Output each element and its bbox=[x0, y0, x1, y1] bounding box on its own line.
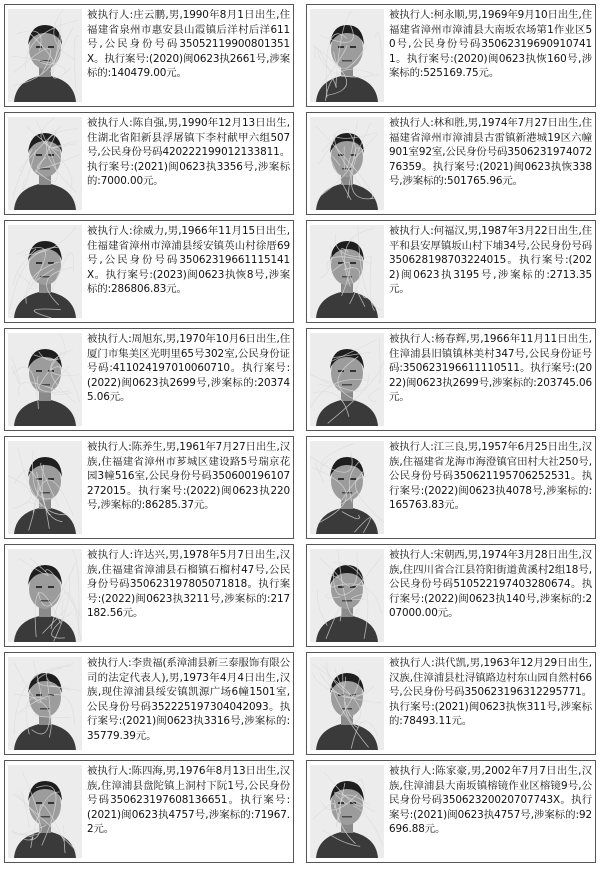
portrait-photo bbox=[8, 657, 82, 750]
portrait-graphic bbox=[8, 657, 82, 750]
portrait-graphic bbox=[310, 225, 384, 318]
portrait-graphic bbox=[8, 549, 82, 642]
record-card bbox=[306, 328, 596, 431]
record-card bbox=[4, 436, 294, 539]
record-text: 被执行人:洪代凯,男,1963年12月29日出生,汉族,住漳浦县杜浔镇路边村东山园自然村66号,公民身份号码350623196312295771。执行案号:(2021)闽0623执恢311号,涉案标的:78493.11元。 bbox=[389, 657, 592, 728]
record-card bbox=[306, 112, 596, 215]
record-text: 被执行人:陈四海,男,1976年8月13日出生,汉族,住漳浦县盘陀镇上洞村下阮1号,公民身份号码350623197608136651。执行案号:(2021)闽0623执4757号,涉案标的:71967.2元。 bbox=[87, 765, 290, 836]
portrait-graphic bbox=[310, 657, 384, 750]
record-card bbox=[306, 652, 596, 755]
record-text: 被执行人:庄云鹏,男,1990年8月1日出生,住福建省泉州市惠安县山霞镇后洋村后洋611号,公民身份号码35052119900801351X。执行案号:(2020)闽0623执2661号,涉案标的:140479.00元。 bbox=[87, 9, 290, 80]
record-text: 被执行人:徐威力,男,1966年11月15日出生,住福建省漳州市漳浦县绥安镇英山村徐厝69号,公民身份号码35062319661115141X。执行案号:(2023)闽0623执恢8号,涉案标的:286806.83元。 bbox=[87, 225, 290, 296]
portrait-photo bbox=[8, 441, 82, 534]
record-card bbox=[306, 220, 596, 323]
record-card bbox=[306, 760, 596, 863]
record-card bbox=[306, 4, 596, 107]
portrait-graphic bbox=[8, 117, 82, 210]
record-card bbox=[4, 220, 294, 323]
portrait-graphic bbox=[8, 441, 82, 534]
portrait-photo bbox=[8, 117, 82, 210]
portrait-photo bbox=[310, 441, 384, 534]
portrait-photo bbox=[310, 549, 384, 642]
record-text: 被执行人:周旭东,男,1970年10月6日出生,住厦门市集美区光明里65号302室,公民身份证号码:411024197010060710。执行案号:(2022)闽0623执2699号,涉案标的:203745.06元。 bbox=[87, 333, 290, 404]
record-text: 被执行人:李贵福(系漳浦县新三泰服饰有限公司的法定代表人),男,1973年4月4日出生,汉族,现住漳浦县绥安镇凯源广场6幢1501室,公民身份号码352225197304042093。执行案号:(2021)闽0623执3316号,涉案标的:35779.39元。 bbox=[87, 657, 290, 742]
record-card bbox=[4, 4, 294, 107]
record-text: 被执行人:杨春辉,男,1966年11月11日出生,住漳浦县旧镇镇林美村347号,公民身份证号码:350623196611110511。执行案号:(2022)闽0623执2699号,涉案标的:203745.06元。 bbox=[389, 333, 592, 404]
record-text: 被执行人:宋朝西,男,1974年3月28日出生,汉族,住四川省合江县符阳街道黄溪村2组18号,公民身份号码510522197403280674。执行案号:(2022)闽0623执140号,涉案标的:207000.00元。 bbox=[389, 549, 592, 620]
record-text: 被执行人:何福汉,男,1987年3月22日出生,住平和县安厚镇坂山村下埔34号,公民身份号码350628198703224015。执行案号:(2022)闽0623执3195号,涉案标的:2713.35元。 bbox=[389, 225, 592, 296]
portrait-photo bbox=[310, 333, 384, 426]
portrait-photo bbox=[310, 657, 384, 750]
portrait-photo bbox=[310, 9, 384, 102]
record-card bbox=[4, 652, 294, 755]
portrait-graphic bbox=[8, 9, 82, 102]
portrait-graphic bbox=[310, 9, 384, 102]
record-card bbox=[306, 544, 596, 647]
portrait-graphic bbox=[8, 765, 82, 858]
portrait-photo bbox=[310, 225, 384, 318]
portrait-photo bbox=[8, 549, 82, 642]
record-card bbox=[306, 436, 596, 539]
record-text: 被执行人:陈家豪,男,2002年7月7日出生,汉族,住漳浦县大南坂镇榕镜作业区榕镜9号,公民身份号码35062320020707743X。执行案号:(2021)闽0623执4757号,涉案标的:92696.88元。 bbox=[389, 765, 592, 836]
record-text: 被执行人:林和胜,男,1974年7月27日出生,住福建省漳州市漳浦县古雷镇新港城19区六幢901室92室,公民身份号码350623197407276359。执行案号:(2021)闽0623执恢338号,涉案标的:501765.96元。 bbox=[389, 117, 592, 188]
portrait-graphic bbox=[8, 333, 82, 426]
record-card bbox=[4, 328, 294, 431]
portrait-graphic bbox=[310, 117, 384, 210]
record-text: 被执行人:许达兴,男,1978年5月7日出生,汉族,住福建省漳浦县石榴镇石榴村47号,公民身份号码350623197805071818。执行案号:(2022)闽0623执3211号,涉案标的:217182.56元。 bbox=[87, 549, 290, 620]
record-card bbox=[4, 760, 294, 863]
record-grid bbox=[4, 4, 596, 870]
portrait-graphic bbox=[310, 549, 384, 642]
record-text: 被执行人:陈养生,男,1961年7月27日出生,汉族,住福建省漳州市芗城区建设路5号瑞京花园3幢516室,公民身份号码350600196107272015。执行案号:(2022)闽0623执220号,涉案标的:86285.37元。 bbox=[87, 441, 290, 512]
portrait-photo bbox=[8, 225, 82, 318]
record-text: 被执行人:江三良,男,1957年6月25日出生,汉族,住福建省龙海市海澄镇官田村大社250号,公民身份号码350621195706252531。执行案号:(2022)闽0623执4078号,涉案标的:165763.83元。 bbox=[389, 441, 592, 512]
record-card bbox=[4, 112, 294, 215]
portrait-photo bbox=[8, 9, 82, 102]
portrait-photo bbox=[310, 765, 384, 858]
portrait-graphic bbox=[310, 441, 384, 534]
portrait-graphic bbox=[310, 333, 384, 426]
portrait-graphic bbox=[8, 225, 82, 318]
record-text: 被执行人:陈自强,男,1990年12月13日出生,住湖北省阳新县浮屠镇下李村献甲六组507号,公民身份号码420222199012133811。执行案号:(2021)闽0623执3356号,涉案标的:7000.00元。 bbox=[87, 117, 290, 188]
portrait-graphic bbox=[310, 765, 384, 858]
portrait-photo bbox=[8, 765, 82, 858]
record-text: 被执行人:柯永顺,男,1969年9月10日出生,住福建省漳州市漳浦县大南坂农场第1作业区50号,公民身份号码350623196909107411。执行案号:(2020)闽0623执恢160号,涉案标的:525169.75元。 bbox=[389, 9, 592, 80]
portrait-photo bbox=[310, 117, 384, 210]
record-card bbox=[4, 544, 294, 647]
portrait-photo bbox=[8, 333, 82, 426]
